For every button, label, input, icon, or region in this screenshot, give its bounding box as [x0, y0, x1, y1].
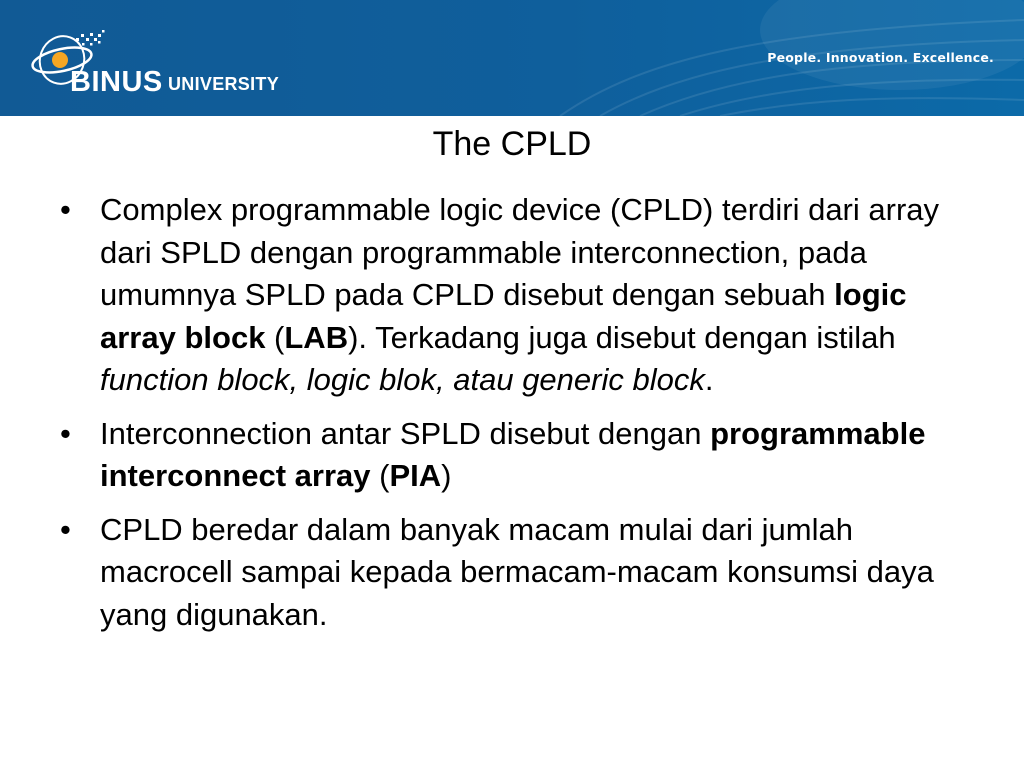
- bold-term: PIA: [389, 458, 442, 493]
- bullet-list: [58, 189, 968, 647]
- text-segment: (: [265, 319, 285, 355]
- bullet-text: [100, 512, 934, 632]
- logo-brand-name: BINUS: [70, 66, 163, 98]
- text-segment: ): [441, 458, 452, 493]
- logo-brand-suffix: UNIVERSITY: [168, 74, 280, 94]
- header-banner: [0, 0, 1024, 116]
- bullet-item: [58, 509, 968, 637]
- italic-term: function block, logic blok, atau generic block: [100, 362, 705, 397]
- text-segment: .: [704, 362, 714, 397]
- text-segment: (: [370, 458, 390, 493]
- text-segment: Complex programmable logic device (CPLD) terdiri dari array dari SPLD dengan programmable interconnection, pada umumnya SPLD pada CPLD disebut dengan sebuah: [100, 192, 940, 312]
- binus-university-logo[interactable]: [24, 12, 304, 104]
- bold-term: programmable interconnect array: [100, 415, 926, 493]
- bullet-item: [58, 189, 968, 402]
- bold-term: LAB: [284, 319, 349, 355]
- text-segment: Interconnection antar SPLD disebut dengan: [100, 415, 711, 451]
- text-segment: ). Terkadang juga disebut dengan istilah: [348, 319, 896, 355]
- bold-term: logic array block: [100, 277, 907, 355]
- slide-title: The CPLD: [432, 125, 592, 163]
- bullet-glyph: •: [60, 415, 71, 451]
- bullet-item: [58, 413, 968, 498]
- header-tagline: People. Innovation. Excellence.: [767, 50, 994, 65]
- bullet-glyph: •: [60, 192, 71, 227]
- text-segment: CPLD beredar dalam banyak macam mulai dari jumlah macrocell sampai kepada bermacam-macam konsumsi daya yang digunakan.: [100, 511, 934, 632]
- bullet-text: [100, 192, 939, 397]
- bullet-glyph: •: [60, 511, 71, 547]
- bullet-text: [100, 416, 925, 494]
